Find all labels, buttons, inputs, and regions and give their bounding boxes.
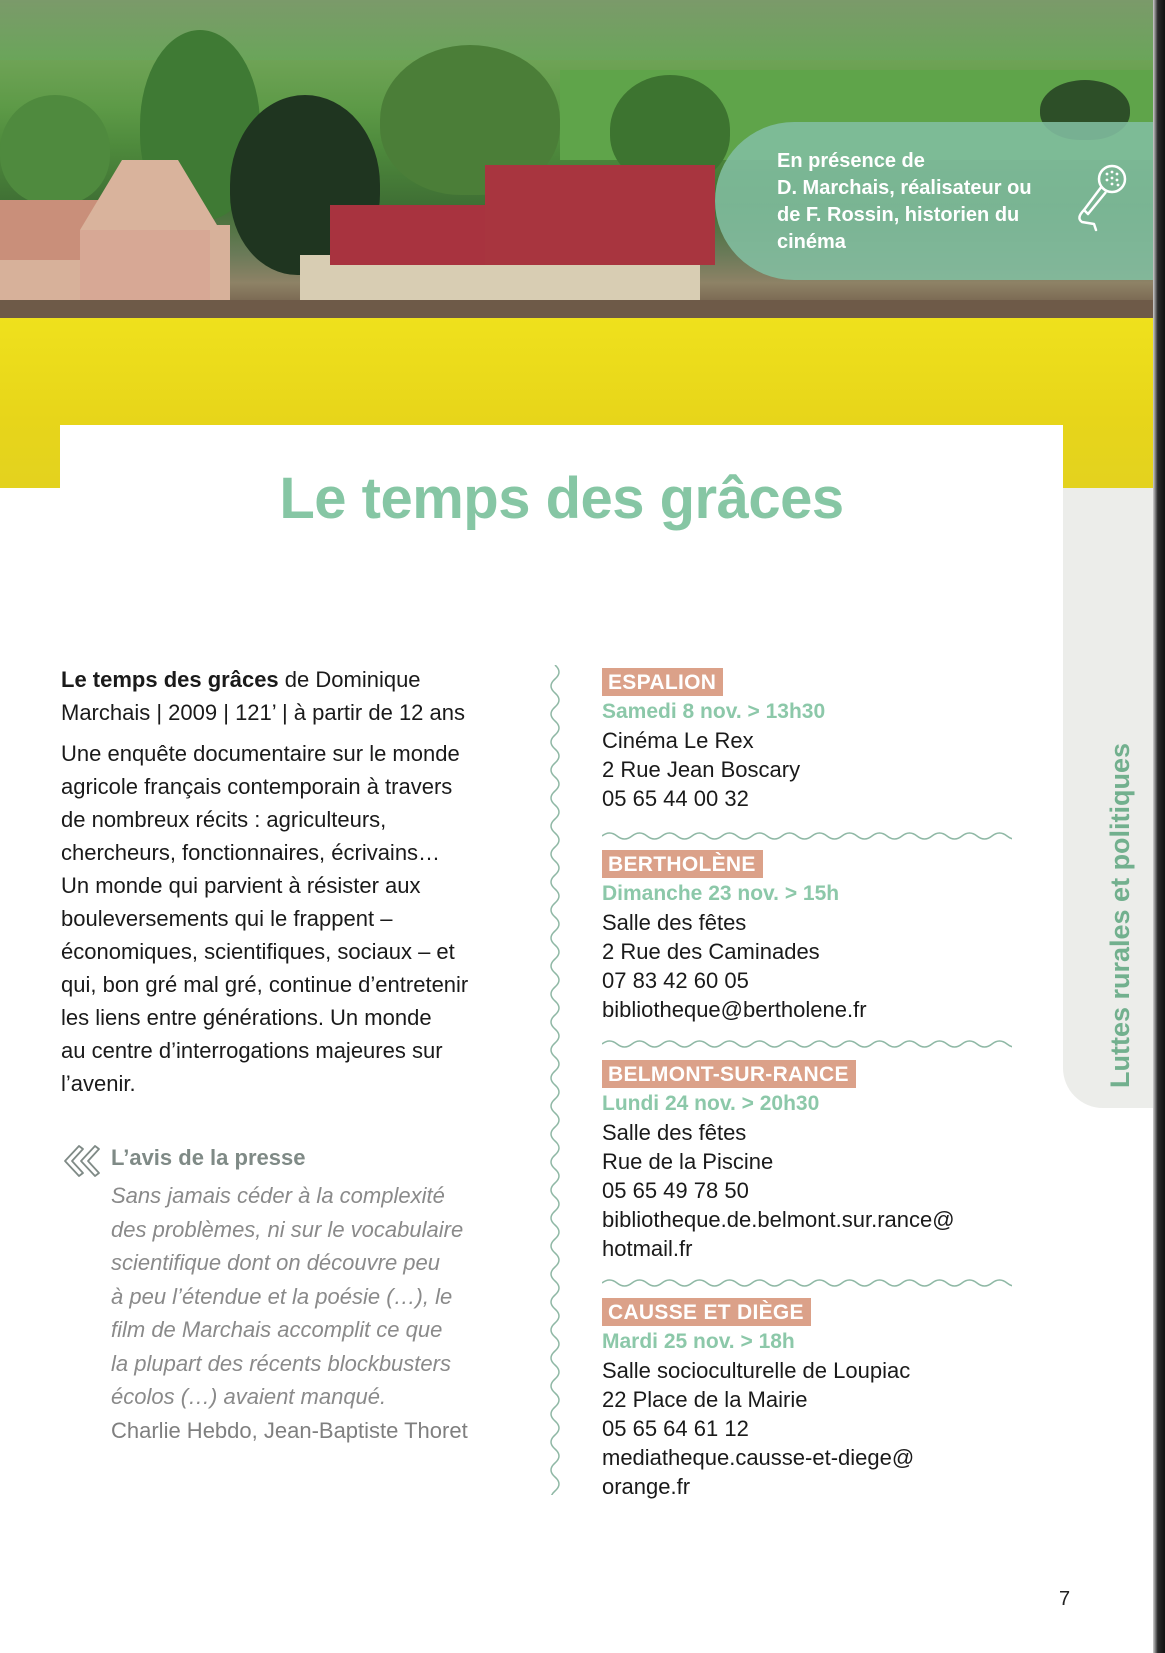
quote-line: la plupart des récents blockbusters [111,1350,451,1376]
quote-line: scientifique dont on découvre peu [111,1250,441,1275]
quote-line: à peu l’étendue et la poésie (…), le [111,1283,453,1309]
venue-city: BELMONT-SUR-RANCE [602,1060,856,1088]
venue-place: Salle socioculturelle de Loupiac [602,1358,911,1383]
film-credits [61,663,511,696]
film-director: de Dominique [278,667,421,692]
venue-date: Dimanche 23 nov. > 15h [602,882,840,905]
venue-city: BERTHOLÈNE [602,850,763,878]
photo-roof [330,205,500,265]
venue-city: CAUSSE ET DIÈGE [602,1298,811,1326]
venue-phone: 07 83 42 60 05 [602,968,749,993]
press-source: Charlie Hebdo, Jean-Baptiste Thoret [111,1418,468,1443]
film-synopsis [61,737,511,1100]
guest-bubble [715,122,1153,280]
quote-line: des problèmes, ni sur le vocabulaire [111,1216,464,1242]
synopsis-line: l’avenir. [61,1071,136,1096]
synopsis-line: économiques, scientifiques, sociaux – et [61,939,455,964]
venue-phone: 05 65 44 00 32 [602,786,749,811]
guest-text-line: D. Marchais, réalisateur ou [777,177,1032,199]
venue-email-domain[interactable]: hotmail.fr [602,1236,693,1261]
venue-date: Samedi 8 nov. > 13h30 [602,700,826,723]
photo-roof [485,165,715,265]
venue-email[interactable]: bibliotheque@bertholene.fr [602,997,867,1022]
venue-phone: 05 65 64 61 12 [602,1416,749,1441]
photo-house [80,230,210,305]
photo-tree [0,95,110,205]
wavy-divider-vertical [545,665,565,1495]
venue-belmont-sur-rance [602,1060,1022,1263]
venue-address: 2 Rue des Caminades [602,939,820,964]
page-title: Le temps des grâces [279,466,844,531]
quote-line: écolos (…) avaient manqué. [111,1384,387,1409]
venue-place: Salle des fêtes [602,910,747,935]
venue-bertholene [602,850,1022,1024]
double-chevron-left-icon [61,1143,107,1179]
section-tab [1063,488,1153,1108]
quote-line: film de Marchais accomplit ce que [111,1317,443,1342]
venue-email-domain[interactable]: orange.fr [602,1474,691,1499]
guest-text-line: En présence de [777,150,925,172]
venue-phone: 05 65 49 78 50 [602,1178,749,1203]
synopsis-line: les liens entre générations. Un monde [61,1005,432,1030]
venue-espalion [602,668,1022,813]
page-edge [1153,0,1165,1653]
guest-text-line: de F. Rossin, historien du [777,204,1020,226]
synopsis-line: de nombreux récits : agriculteurs, [61,807,387,832]
venue-email[interactable]: bibliotheque.de.belmont.sur.rance@ [602,1207,955,1232]
venue-place: Cinéma Le Rex [602,728,754,753]
synopsis-line: Une enquête documentaire sur le monde [61,741,460,766]
press-quote [111,1179,511,1414]
microphone-icon [1070,162,1130,232]
venue-causse-et-diege [602,1298,1022,1501]
synopsis-line: Un monde qui parvient à résister aux [61,873,421,898]
venue-place: Salle des fêtes [602,1120,747,1145]
film-info [61,663,511,1100]
wavy-separator [602,828,1012,844]
section-tab-label: Luttes rurales et politiques [1105,742,1135,1088]
quote-line: Sans jamais céder à la complexité [111,1183,445,1208]
venue-address: Rue de la Piscine [602,1149,774,1174]
venue-email[interactable]: mediatheque.causse-et-diege@ [602,1445,915,1470]
synopsis-line: bouleversements qui le frappent – [61,906,393,931]
wavy-separator [602,1036,1012,1052]
synopsis-line: chercheurs, fonctionnaires, écrivains… [61,840,441,865]
synopsis-line: au centre d’interrogations majeures sur [61,1038,443,1063]
press-heading: L’avis de la presse [111,1145,306,1170]
venue-address: 22 Place de la Mairie [602,1387,808,1412]
synopsis-line: qui, bon gré mal gré, continue d’entretenir [61,972,469,997]
venue-date: Lundi 24 nov. > 20h30 [602,1092,820,1115]
film-title: Le temps des grâces [61,667,279,692]
page-number: 7 [1059,1588,1071,1610]
wavy-separator [602,1275,1012,1291]
film-details: Marchais | 2009 | 121’ | à partir de 12 ans [61,700,466,725]
guest-text [777,148,1077,256]
guest-text-line: cinéma [777,231,846,253]
venue-address: 2 Rue Jean Boscary [602,757,801,782]
synopsis-line: agricole français contemporain à travers [61,774,453,799]
venue-city: ESPALION [602,668,723,696]
venue-date: Mardi 25 nov. > 18h [602,1330,795,1353]
